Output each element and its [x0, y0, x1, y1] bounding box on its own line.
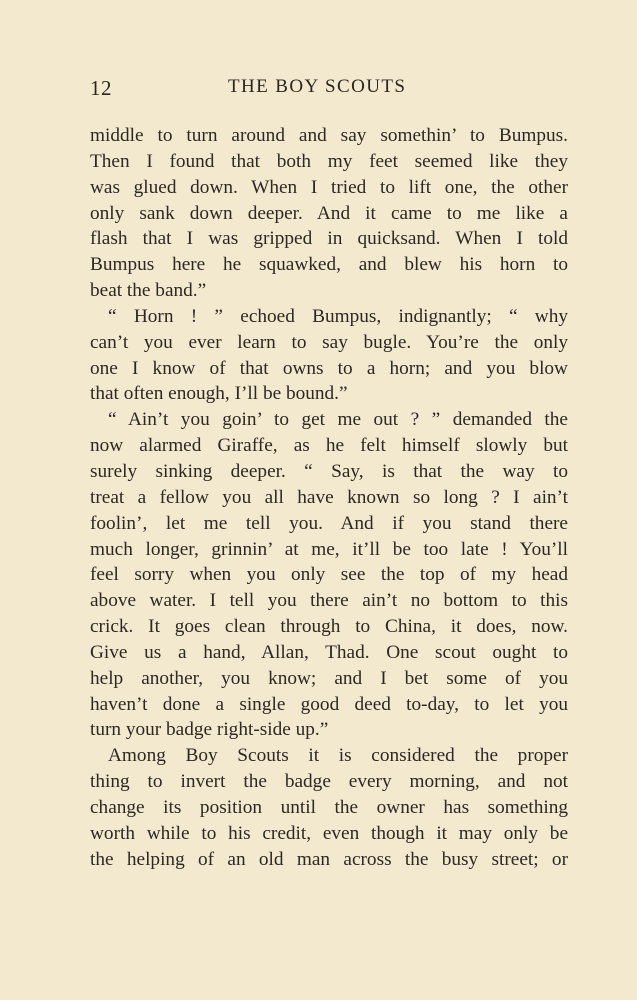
page-body-text — [90, 123, 568, 872]
text-line: above water. I tell you there ain’t no bottom to this — [90, 590, 568, 612]
text-line: Bumpus here he squawked, and blew his horn to — [90, 254, 568, 276]
text-line: “ Ain’t you goin’ to get me out ? ” demanded the — [108, 409, 568, 431]
text-line: the helping of an old man across the busy street; or — [90, 848, 568, 870]
text-line: Then I found that both my feet seemed like they — [90, 150, 568, 172]
text-line: Give us a hand, Allan, Thad. One scout ought to — [90, 641, 568, 663]
text-line: flash that I was gripped in quicksand. When I told — [90, 228, 568, 250]
text-line: was glued down. When I tried to lift one, the other — [90, 176, 568, 198]
text-line: turn your badge right-side up.” — [90, 719, 329, 741]
text-line: that often enough, I’ll be bound.” — [90, 383, 348, 405]
page-header — [90, 76, 570, 106]
text-line: crick. It goes clean through to China, it does, now. — [90, 616, 568, 638]
text-line: treat a fellow you all have known so long ? I ain’t — [90, 486, 568, 508]
text-line: can’t you ever learn to say bugle. You’re the only — [90, 331, 568, 353]
text-line: only sank down deeper. And it came to me like a — [90, 202, 568, 224]
running-title: THE BOY SCOUTS — [228, 76, 407, 97]
text-line: one I know of that owns to a horn; and you blow — [90, 357, 568, 379]
text-line: feel sorry when you only see the top of my head — [90, 564, 568, 586]
page-number: 12 — [90, 76, 112, 100]
text-line: worth while to his credit, even though it may only be — [90, 822, 568, 844]
text-line: surely sinking deeper. “ Say, is that the way to — [90, 460, 568, 482]
paragraph — [90, 304, 568, 407]
text-line: beat the band.” — [90, 280, 207, 302]
text-line: thing to invert the badge every morning, and not — [90, 771, 568, 793]
text-line: haven’t done a single good deed to-day, to let you — [90, 693, 568, 715]
text-line: now alarmed Giraffe, as he felt himself slowly but — [90, 435, 568, 457]
text-line: Among Boy Scouts it is considered the proper — [108, 745, 568, 767]
text-line: middle to turn around and say somethin’ to Bumpus. — [90, 125, 568, 146]
text-line: much longer, grinnin’ at me, it’ll be too late ! You’ll — [90, 538, 568, 560]
text-line: “ Horn ! ” echoed Bumpus, indignantly; “ why — [108, 305, 568, 327]
text-line: help another, you know; and I bet some of you — [90, 667, 568, 689]
paragraph — [90, 407, 568, 743]
text-line: foolin’, let me tell you. And if you stand there — [90, 512, 568, 534]
paragraph — [90, 123, 568, 304]
paragraph — [90, 743, 568, 872]
text-line: change its position until the owner has something — [90, 796, 568, 818]
